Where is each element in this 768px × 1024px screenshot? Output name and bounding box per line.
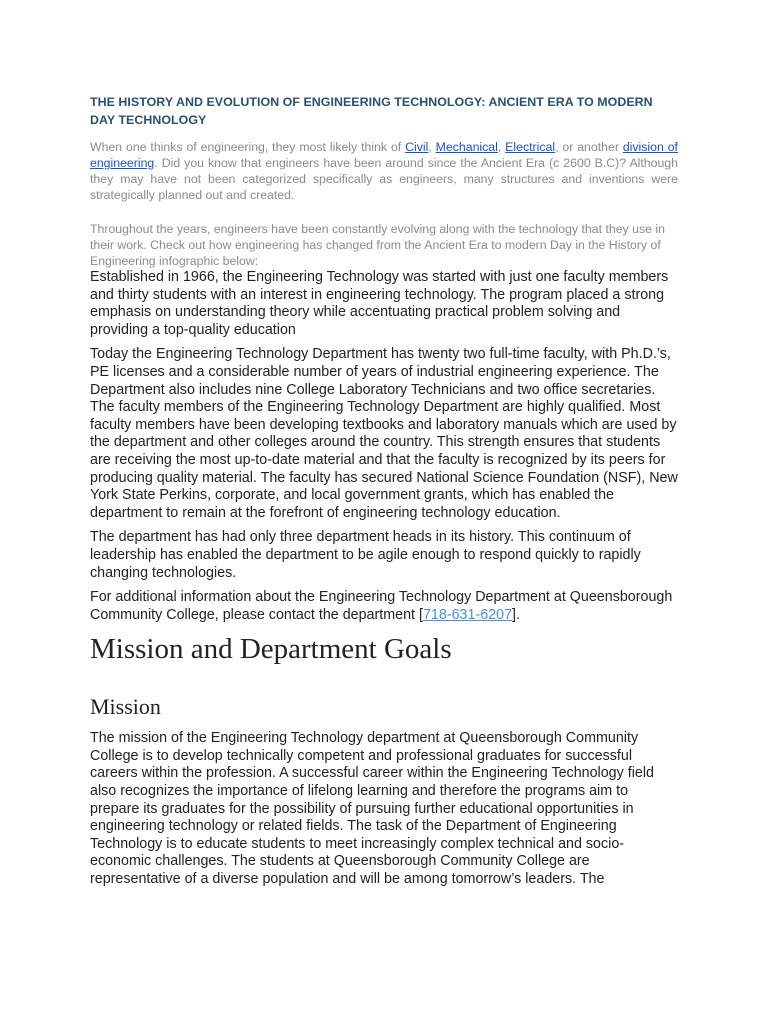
intro-text-end: . Did you know that engineers have been around since the Ancient Era (c 2600 B.C)? Although they may have not been categorized specifically as engineers, many structures and inventions were strategically planned out and created.	[90, 156, 678, 202]
contact-text-start: For additional information about the Engineering Technology Department at Queensborough Community College, please contact the department [	[90, 589, 673, 623]
department-heads-paragraph: The department has had only three department heads in its history. This continuum of leadership has enabled the department to be agile enough to respond quickly to rapidly changing technologies.	[90, 529, 641, 581]
civil-link[interactable]: Civil	[405, 140, 429, 154]
today-paragraph: Today the Engineering Technology Department has twenty two full-time faculty, with Ph.D.’s, PE licenses and a considerable number of years of industrial engineering experience. The Department also includes nine College Laboratory Technicians and two office secretaries. The faculty members of the Engineering Technology Department are highly qualified. Most faculty members have been developing textbooks and laboratory manuals which are used by the department and other colleges around the country. This strength ensures that students are receiving the most up-to-date material and that the faculty is recognized by its peers for producing quality material. The faculty has secured National Science Foundation (NSF), New York State Perkins, corporate, and local government grants, which has enabled the department to remain at the forefront of engineering technology education.	[90, 346, 678, 521]
intro-sep-2: ,	[497, 140, 506, 154]
electrical-link[interactable]: Electrical	[505, 140, 556, 154]
mission-paragraph: The mission of the Engineering Technology department at Queensborough Community College is to develop technically competent and professional graduates for successful careers within the profession. A successful career within the Engineering Technology field also recognizes the importance of lifelong learning and therefore the programs aim to prepare its graduates for the possibility of pursuing further educational opportunities in engineering technology or related fields. The task of the Department of Engineering Technology is to educate students to meet increasingly complex technical and socio-economic challenges. The students at Queensborough Community College are representative of a diverse population and will be among tomorrow’s leaders. The	[90, 730, 654, 888]
document-page	[90, 93, 678, 896]
division-of-engineering-link[interactable]: division of engineering	[90, 140, 678, 170]
goals-heading: Mission and Department Goals	[90, 633, 452, 666]
phone-link[interactable]: 718-631-6207	[422, 606, 513, 623]
mission-heading: Mission	[90, 694, 161, 720]
article-title: THE HISTORY AND EVOLUTION OF ENGINEERING TECHNOLOGY: ANCIENT ERA TO MODERN DAY TECHNOLOGY	[90, 95, 653, 127]
intro-paragraph	[90, 139, 678, 203]
intro-text-between: , or another	[555, 140, 623, 154]
contact-paragraph	[90, 589, 678, 624]
established-paragraph: Established in 1966, the Engineering Technology was started with just one faculty members and thirty students with an interest in engineering technology. The program placed a strong emphasis on understanding theory while accentuating practical problem solving and providing a top-quality education	[90, 269, 669, 338]
contact-text-end: ].	[512, 606, 520, 623]
mechanical-link[interactable]: Mechanical	[435, 140, 498, 154]
intro-sep-1: ,	[428, 140, 436, 154]
spacer	[90, 203, 678, 221]
throughout-paragraph: Throughout the years, engineers have been constantly evolving along with the technology that they use in their work. Check out how engineering has changed from the Ancient Era to modern Day in the History of Engineering infographic below:	[90, 222, 665, 268]
intro-text-start: When one thinks of engineering, they most likely think of	[90, 140, 406, 154]
